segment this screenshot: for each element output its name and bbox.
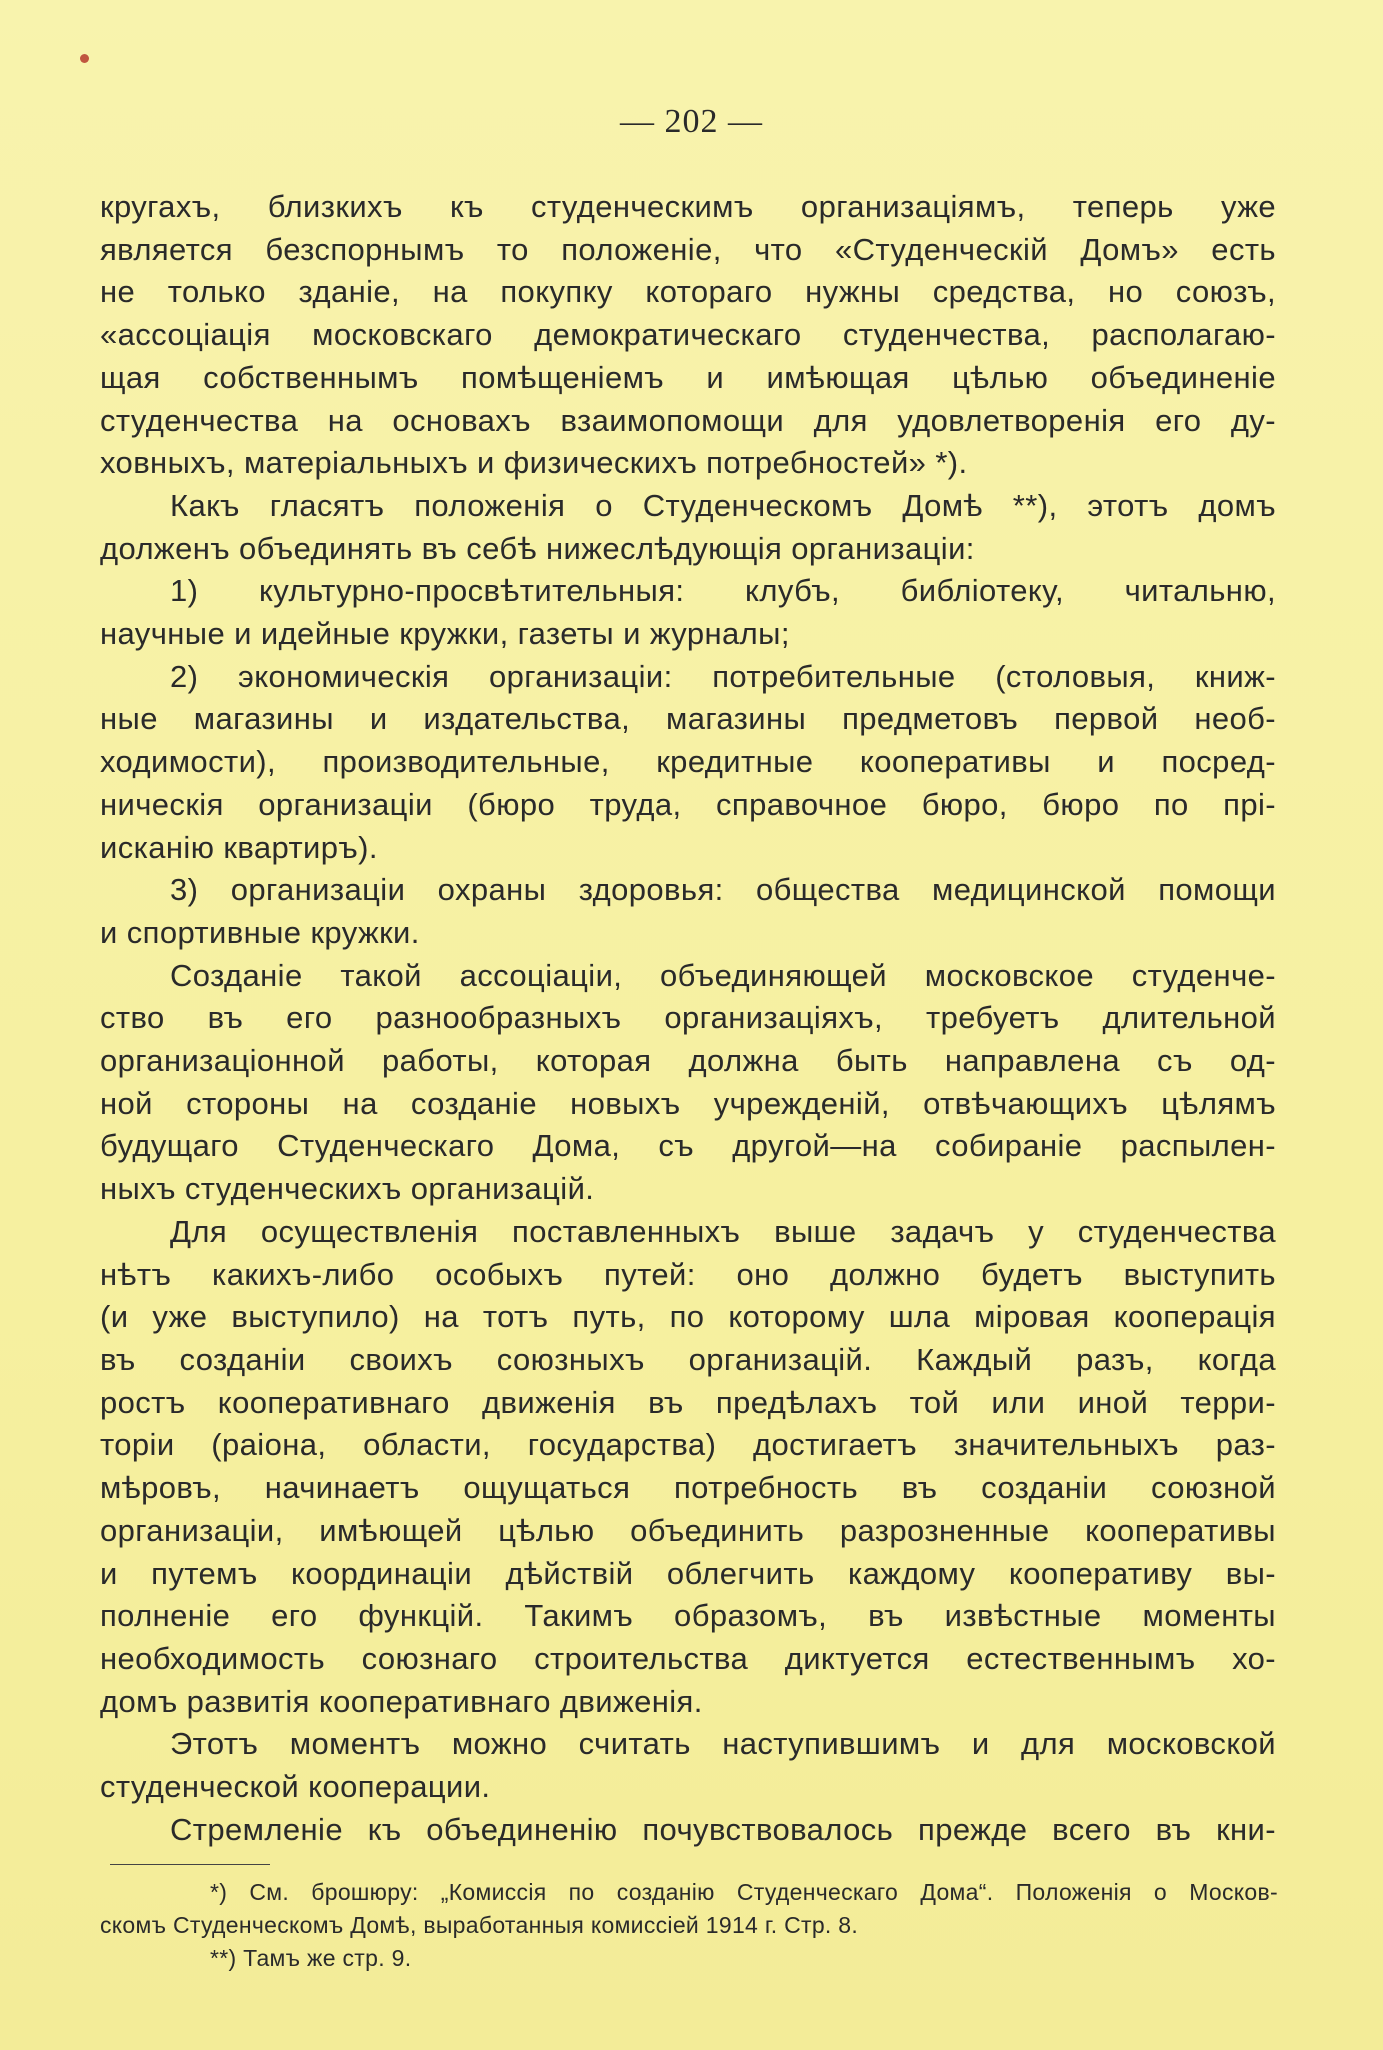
body-text (100, 186, 1276, 1851)
ink-spot (80, 54, 89, 63)
text-line: будущаго Студенческаго Дома, съ другой—на собираніе распылен- (100, 1128, 1276, 1164)
text-line: ныхъ студенческихъ организацій. (100, 1171, 595, 1207)
text-line: студенчества на основахъ взаимопомощи для удовлетворенія его ду- (100, 402, 1276, 438)
text-line: организаціи, имѣющей цѣлью объединить разрозненные кооперативы (100, 1512, 1276, 1548)
text-line: мѣровъ, начинаетъ ощущаться потребность въ созданіи союзной (100, 1470, 1276, 1506)
text-line: является безспорнымъ то положеніе, что «Студенческій Домъ» есть (100, 231, 1276, 267)
text-line: ство въ его разнообразныхъ организаціяхъ, требуетъ длительной (100, 1000, 1276, 1036)
text-line: необходимость союзнаго строительства диктуется естественнымъ хо- (100, 1640, 1276, 1676)
text-line: не только зданіе, на покупку котораго нужны средства, но союзъ, (100, 274, 1276, 310)
text-line: (и уже выступило) на тотъ путь, по которому шла міровая кооперація (100, 1299, 1276, 1335)
text-line: кругахъ, близкихъ къ студенческимъ организаціямъ, теперь уже (100, 189, 1276, 224)
text-line: «ассоціація московскаго демократическаго студенчества, располагаю- (100, 317, 1276, 353)
text-line: и путемъ координаціи дѣйствій облегчить каждому кооперативу вы- (100, 1555, 1276, 1591)
text-line: въ созданіи своихъ союзныхъ организацій. Каждый разъ, когда (100, 1341, 1276, 1377)
footnote-line: **) Тамъ же стр. 9. (210, 1945, 412, 1971)
text-line: ховныхъ, матеріальныхъ и физическихъ потребностей» *). (100, 445, 968, 481)
text-line: Для осуществленія поставленныхъ выше задачъ у студенчества (170, 1213, 1276, 1249)
text-line: студенческой кооперации. (100, 1769, 491, 1805)
text-line: Какъ гласятъ положенія о Студенческомъ Домѣ **), этотъ домъ (170, 487, 1276, 523)
text-line: домъ развитія кооперативнаго движенія. (100, 1683, 703, 1719)
text-line: ные магазины и издательства, магазины предметовъ первой необ- (100, 701, 1276, 737)
text-line: исканію квартиръ). (100, 829, 378, 865)
text-line: ной стороны на созданіе новыхъ учрежденій, отвѣчающихъ цѣлямъ (100, 1085, 1276, 1121)
text-line: торіи (раіона, области, государства) достигаетъ значительныхъ раз- (100, 1427, 1276, 1463)
text-line: долженъ объединять въ себѣ нижеслѣдующія организаціи: (100, 530, 975, 566)
page-number: — 202 — (620, 103, 763, 140)
text-line: Стремленіе къ объединенію почувствовалось прежде всего въ кни- (170, 1811, 1276, 1847)
text-line: 3) организаціи охраны здоровья: общества медицинской помощи (170, 872, 1276, 908)
text-line: Созданіе такой ассоціаціи, объединяющей московское студенче- (170, 957, 1276, 993)
text-line: и спортивные кружки. (100, 914, 420, 950)
text-line: 1) культурно-просвѣтительныя: клубъ, библіотеку, читальню, (170, 573, 1276, 609)
footnote-line: скомъ Студенческомъ Домѣ, выработанныя комиссіей 1914 г. Стр. 8. (100, 1912, 859, 1938)
text-line: ростъ кооперативнаго движенія въ предѣлахъ той или иной терри- (100, 1384, 1276, 1420)
text-line: Этотъ моментъ можно считать наступившимъ и для московской (170, 1726, 1276, 1762)
footnotes (100, 1876, 1278, 1975)
text-line: 2) экономическія организаціи: потребительные (столовыя, книж- (170, 658, 1276, 694)
text-line: организаціонной работы, которая должна быть направлена съ од- (100, 1043, 1276, 1079)
text-line: полненіе его функцій. Такимъ образомъ, въ извѣстные моменты (100, 1598, 1276, 1634)
text-line: щая собственнымъ помѣщеніемъ и имѣющая цѣлью объединеніе (100, 359, 1276, 395)
footnote-divider (110, 1864, 270, 1865)
text-line: ходимости), производительные, кредитные кооперативы и посред- (100, 744, 1276, 780)
footnote-line: *) См. брошюру: „Комиссія по созданію Студенческаго Дома“. Положенія о Москов- (210, 1879, 1278, 1905)
text-line: научные и идейные кружки, газеты и журналы; (100, 616, 790, 652)
text-line: ническія организаціи (бюро труда, справочное бюро, бюро по прі- (100, 786, 1276, 822)
text-line: нѣтъ какихъ-либо особыхъ путей: оно должно будетъ выступить (100, 1256, 1276, 1292)
